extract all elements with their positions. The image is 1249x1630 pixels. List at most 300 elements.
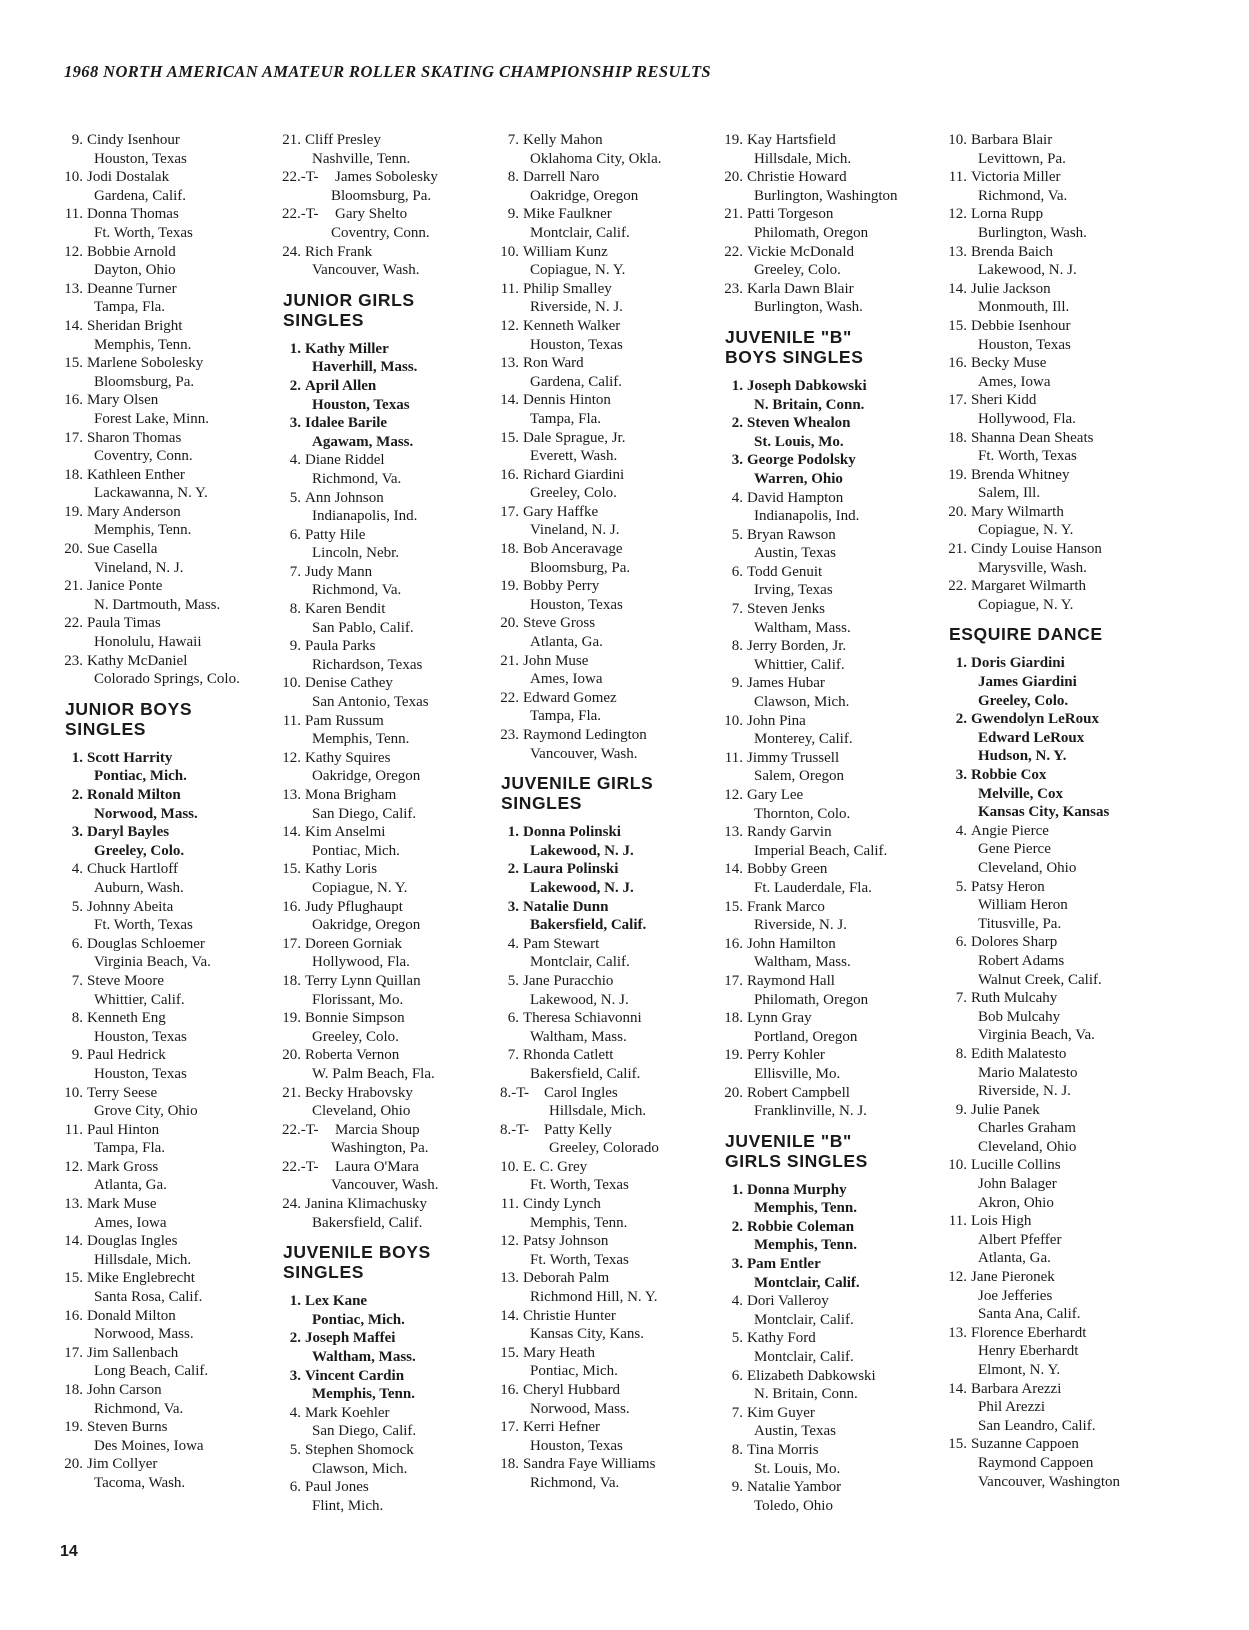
placement-number: 22. xyxy=(724,243,743,260)
skater-hometown: Bakersfield, Calif. xyxy=(530,917,647,934)
skater-name: Barbara Blair xyxy=(971,132,1053,148)
skater-hometown: Tampa, Fla. xyxy=(530,410,602,427)
skater-hometown: Indianapolis, Ind. xyxy=(754,508,860,525)
skater-hometown: Montclair, Calif. xyxy=(754,1274,860,1291)
result-entry xyxy=(948,1101,1176,1157)
result-entry xyxy=(500,168,728,205)
skater-name: Philip Smalley xyxy=(523,280,612,297)
placement-number: 3. xyxy=(955,767,967,783)
skater-hometown: Houston, Texas xyxy=(312,396,410,413)
skater-hometown: Greeley, Colo. xyxy=(312,1028,399,1045)
result-entry xyxy=(64,1381,292,1418)
result-entry xyxy=(948,205,1176,242)
result-entry xyxy=(948,243,1176,280)
skater-hometown: San Antonio, Texas xyxy=(312,694,429,711)
result-entry xyxy=(64,168,292,205)
skater-name: Steven Burns xyxy=(87,1419,168,1436)
result-entry xyxy=(64,1418,292,1455)
skater-hometown: Kansas City, Kans. xyxy=(530,1326,645,1343)
skater-hometown: Imperial Beach, Calif. xyxy=(754,842,888,859)
skater-hometown: Hillsdale, Mich. xyxy=(754,150,852,167)
section-heading: JUVENILE BOYS SINGLES xyxy=(283,1242,431,1283)
placement-number: 22. xyxy=(64,615,83,632)
skater-name: Mike Englebrecht xyxy=(87,1270,195,1287)
placement-number: 20. xyxy=(724,1084,743,1101)
skater-hometown: Vancouver, Washington xyxy=(978,1473,1121,1490)
partner-name: William Heron xyxy=(978,897,1068,914)
skater-name: John Hamilton xyxy=(747,935,836,952)
skater-name: Kim Guyer xyxy=(747,1404,815,1421)
skater-name: John Muse xyxy=(523,652,589,669)
partner-name: Phil Arezzi xyxy=(978,1399,1046,1416)
result-entry xyxy=(500,1269,728,1306)
placement-number: 7. xyxy=(731,601,743,618)
skater-name: Jane Puracchio xyxy=(523,972,614,989)
result-entry xyxy=(724,935,952,972)
result-entry xyxy=(64,614,292,651)
placement-number: 9. xyxy=(71,1047,83,1064)
skater-hometown: Thornton, Colo. xyxy=(754,805,851,822)
partner-name: John Balager xyxy=(978,1176,1057,1193)
placement-number: 16. xyxy=(64,1307,83,1324)
skater-name: Steven Jenks xyxy=(747,601,825,618)
skater-name: Mary Anderson xyxy=(87,503,181,520)
placement-number: 7. xyxy=(289,563,301,580)
skater-hometown: Whittier, Calif. xyxy=(94,991,185,1008)
placement-number: 6. xyxy=(71,935,83,952)
skater-name: Barbara Arezzi xyxy=(971,1380,1062,1397)
skater-name: Dolores Sharp xyxy=(971,934,1058,951)
placement-number: 19. xyxy=(282,1010,301,1027)
skater-name: Julie Jackson xyxy=(971,280,1051,297)
result-entry xyxy=(948,1045,1176,1101)
skater-name: Paul Jones xyxy=(305,1479,369,1496)
partner-name: Robert Adams xyxy=(978,952,1065,969)
placement-number: 18. xyxy=(64,1382,83,1398)
result-entry xyxy=(500,1195,728,1232)
placement-number: 17. xyxy=(500,1419,519,1436)
skater-name: Todd Genuit xyxy=(747,563,823,580)
result-entry xyxy=(282,600,510,637)
skater-hometown: Lakewood, N. J. xyxy=(530,879,634,896)
placement-number: 6. xyxy=(731,1367,743,1384)
skater-hometown: Santa Ana, Calif. xyxy=(978,1306,1081,1323)
result-entry xyxy=(948,710,1176,766)
skater-name: Laura O'Mara xyxy=(335,1158,419,1175)
skater-hometown: Vancouver, Wash. xyxy=(312,262,420,279)
skater-hometown: Memphis, Tenn. xyxy=(530,1214,628,1231)
result-entry xyxy=(282,1292,510,1329)
skater-name: Paula Timas xyxy=(87,615,161,632)
skater-hometown: Long Beach, Calif. xyxy=(94,1363,209,1380)
skater-name: Daryl Bayles xyxy=(87,824,170,841)
skater-hometown: Bloomsburg, Pa. xyxy=(331,187,432,204)
placement-number: 8. xyxy=(507,169,519,186)
placement-number: 24. xyxy=(282,1196,301,1213)
result-entry xyxy=(724,1478,952,1515)
skater-hometown: Forest Lake, Minn. xyxy=(94,410,209,427)
skater-name: Kathy Squires xyxy=(305,749,391,766)
skater-hometown: Everett, Wash. xyxy=(530,448,618,465)
skater-hometown: Memphis, Tenn. xyxy=(754,1200,857,1217)
skater-hometown: Ft. Worth, Texas xyxy=(94,917,193,934)
skater-name: Kim Anselmi xyxy=(305,824,386,841)
skater-name: Cindy Lynch xyxy=(523,1196,601,1213)
placement-number: 2. xyxy=(507,861,519,878)
result-entry xyxy=(948,503,1176,540)
result-entry xyxy=(500,429,728,466)
skater-name: Stephen Shomock xyxy=(305,1442,414,1458)
skater-name: Suzanne Cappoen xyxy=(971,1436,1079,1453)
result-entry xyxy=(64,205,292,242)
section-heading: ESQUIRE DANCE xyxy=(949,624,1103,645)
placement-number: 6. xyxy=(289,526,301,543)
result-entry xyxy=(724,489,952,526)
placement-number: 21. xyxy=(500,652,519,669)
result-entry xyxy=(64,1307,292,1344)
skater-name: Donna Polinski xyxy=(523,824,621,841)
skater-hometown: Copiague, N. Y. xyxy=(312,879,408,896)
partner-name: Melville, Cox xyxy=(978,785,1063,802)
section-heading: JUNIOR GIRLS SINGLES xyxy=(283,289,415,330)
result-entry xyxy=(724,1292,952,1329)
skater-hometown: Waltham, Mass. xyxy=(530,1028,627,1045)
skater-name: Sheri Kidd xyxy=(971,392,1037,409)
placement-number: 2. xyxy=(731,1218,743,1235)
result-entry xyxy=(282,563,510,600)
skater-hometown: Montclair, Calif. xyxy=(754,1311,854,1328)
skater-hometown: Richmond, Va. xyxy=(530,1474,620,1491)
partner-name: Edward LeRoux xyxy=(978,729,1085,746)
skater-name: Kathy Ford xyxy=(747,1330,816,1347)
skater-name: Florence Eberhardt xyxy=(971,1324,1087,1341)
skater-name: John Carson xyxy=(87,1382,162,1398)
skater-name: Jane Pieronek xyxy=(971,1269,1055,1286)
skater-hometown: Atlanta, Ga. xyxy=(978,1250,1051,1267)
result-entry xyxy=(282,489,510,526)
placement-number: 1. xyxy=(289,1293,301,1310)
skater-name: Douglas Schloemer xyxy=(87,935,205,952)
result-entry xyxy=(64,243,292,280)
result-entry xyxy=(282,340,510,377)
skater-name: Bob Anceravage xyxy=(523,541,623,558)
placement-number: 5. xyxy=(955,878,967,895)
placement-number: 14. xyxy=(500,1307,519,1324)
skater-name: Victoria Miller xyxy=(971,169,1061,186)
skater-hometown: Richmond, Va. xyxy=(978,187,1068,204)
result-entry xyxy=(500,540,728,577)
result-entry xyxy=(282,1121,510,1158)
placement-number: 5. xyxy=(731,1330,743,1347)
placement-number: 16. xyxy=(500,1382,519,1398)
skater-name: Scott Harrity xyxy=(87,749,173,766)
skater-hometown: Ft. Worth, Texas xyxy=(94,224,193,241)
result-entry xyxy=(64,786,292,823)
skater-hometown: Montclair, Calif. xyxy=(530,224,630,241)
result-entry xyxy=(500,935,728,972)
skater-name: Brenda Baich xyxy=(971,243,1054,260)
placement-number: 18. xyxy=(948,429,967,446)
skater-hometown: Philomath, Oregon xyxy=(754,224,869,241)
result-entry xyxy=(282,168,510,205)
skater-name: Steve Moore xyxy=(87,972,165,989)
skater-name: Mark Muse xyxy=(87,1196,157,1213)
placement-number: 14. xyxy=(500,392,519,409)
skater-name: Shanna Dean Sheats xyxy=(971,429,1094,446)
skater-name: Lex Kane xyxy=(305,1293,368,1310)
placement-number: 14. xyxy=(948,280,967,297)
result-entry xyxy=(724,860,952,897)
skater-hometown: Bakersfield, Calif. xyxy=(312,1214,423,1231)
skater-hometown: Hudson, N. Y. xyxy=(978,748,1067,765)
result-entry xyxy=(282,712,510,749)
skater-hometown: San Diego, Calif. xyxy=(312,805,417,822)
result-entry xyxy=(500,280,728,317)
skater-hometown: Greeley, Colorado xyxy=(549,1140,659,1157)
skater-name: Richard Giardini xyxy=(523,466,625,483)
skater-name: Patty Hile xyxy=(305,526,366,543)
skater-hometown: Oakridge, Oregon xyxy=(530,187,639,204)
placement-number: 8. xyxy=(71,1010,83,1027)
skater-hometown: Tampa, Fla. xyxy=(94,1140,166,1157)
skater-hometown: Agawam, Mass. xyxy=(312,433,414,450)
partner-name: James Giardini xyxy=(978,674,1077,691)
skater-name: E. C. Grey xyxy=(523,1158,588,1175)
skater-name: Deanne Turner xyxy=(87,280,177,297)
skater-name: Debbie Isenhour xyxy=(971,317,1071,334)
skater-hometown: Philomath, Oregon xyxy=(754,991,869,1008)
skater-name: Brenda Whitney xyxy=(971,466,1070,483)
result-entry xyxy=(500,1046,728,1083)
skater-name: Vickie McDonald xyxy=(747,243,854,260)
skater-name: Sue Casella xyxy=(87,541,158,558)
skater-name: Mary Wilmarth xyxy=(971,503,1064,520)
skater-hometown: Tampa, Fla. xyxy=(530,708,602,725)
placement-number: 3. xyxy=(289,415,301,432)
result-entry xyxy=(282,1404,510,1441)
placement-number: 9. xyxy=(731,675,743,692)
placement-number: 8. xyxy=(955,1045,967,1062)
skater-name: Mike Faulkner xyxy=(523,206,612,223)
placement-number: 12. xyxy=(282,749,301,766)
placement-number: 10. xyxy=(64,169,83,186)
skater-name: Cindy Isenhour xyxy=(87,132,180,148)
placement-number: 12. xyxy=(948,206,967,223)
skater-name: Patsy Johnson xyxy=(523,1233,609,1250)
skater-hometown: St. Louis, Mo. xyxy=(754,433,844,450)
placement-number: 7. xyxy=(71,972,83,989)
result-entry xyxy=(500,1381,728,1418)
skater-name: Theresa Schiavonni xyxy=(523,1010,642,1027)
placement-number: 17. xyxy=(500,503,519,520)
results-column-1 xyxy=(64,131,292,1493)
skater-name: Steve Gross xyxy=(523,615,596,632)
placement-number: 13. xyxy=(500,355,519,372)
placement-number: 13. xyxy=(948,1324,967,1341)
placement-number: 11. xyxy=(948,169,967,186)
placement-number: 8.-T- xyxy=(500,1084,530,1101)
result-entry xyxy=(282,674,510,711)
placement-number: 20. xyxy=(64,1456,83,1473)
partner-name: Mario Malatesto xyxy=(978,1064,1078,1081)
placement-number: 4. xyxy=(289,1404,301,1421)
skater-name: Raymond Ledington xyxy=(523,727,647,743)
partner-name: Albert Pfeffer xyxy=(978,1231,1062,1248)
result-entry xyxy=(282,414,510,451)
result-entry xyxy=(500,243,728,280)
skater-name: Paul Hedrick xyxy=(87,1047,166,1064)
result-entry xyxy=(948,429,1176,466)
skater-hometown: Lakewood, N. J. xyxy=(978,262,1077,279)
placement-number: 15. xyxy=(500,429,519,446)
skater-hometown: San Pablo, Calif. xyxy=(312,619,414,636)
result-entry xyxy=(500,1418,728,1455)
partner-name: Bob Mulcahy xyxy=(978,1008,1061,1025)
skater-name: Joseph Dabkowski xyxy=(747,377,867,394)
result-entry xyxy=(948,933,1176,989)
placement-number: 6. xyxy=(731,563,743,580)
skater-name: Paul Hinton xyxy=(87,1121,160,1138)
skater-hometown: Waltham, Mass. xyxy=(754,954,851,971)
result-entry xyxy=(724,674,952,711)
skater-hometown: Norwood, Mass. xyxy=(94,805,198,822)
skater-name: Robbie Cox xyxy=(971,767,1047,783)
placement-number: 18. xyxy=(64,466,83,483)
result-entry xyxy=(64,860,292,897)
placement-number: 18. xyxy=(500,1456,519,1473)
placement-number: 11. xyxy=(948,1213,967,1230)
result-entry xyxy=(724,712,952,749)
result-entry xyxy=(948,168,1176,205)
skater-hometown: Vineland, N. J. xyxy=(530,522,620,539)
page-number: 14 xyxy=(60,1543,78,1560)
skater-name: Paula Parks xyxy=(305,638,376,655)
skater-name: Rich Frank xyxy=(305,243,373,260)
placement-number: 4. xyxy=(289,452,301,469)
skater-name: Natalie Dunn xyxy=(523,898,609,915)
result-entry xyxy=(948,822,1176,878)
result-entry xyxy=(500,860,728,897)
skater-name: Donna Murphy xyxy=(747,1181,847,1198)
skater-name: Diane Riddel xyxy=(305,452,385,469)
placement-number: 1. xyxy=(289,340,301,357)
skater-hometown: Bloomsburg, Pa. xyxy=(94,373,195,390)
result-entry xyxy=(282,749,510,786)
result-entry xyxy=(724,972,952,1009)
skater-hometown: Memphis, Tenn. xyxy=(94,522,192,539)
skater-name: Edward Gomez xyxy=(523,689,617,706)
placement-number: 10. xyxy=(500,243,519,260)
skater-name: Johnny Abeita xyxy=(87,898,174,915)
placement-number: 4. xyxy=(71,861,83,878)
skater-hometown: Houston, Texas xyxy=(530,336,623,353)
skater-hometown: Riverside, N. J. xyxy=(754,917,847,934)
result-entry xyxy=(724,243,952,280)
skater-name: Bobby Perry xyxy=(523,578,600,595)
result-entry xyxy=(724,1046,952,1083)
placement-number: 23. xyxy=(724,280,743,297)
skater-name: Vincent Cardin xyxy=(305,1367,405,1384)
skater-name: Gwendolyn LeRoux xyxy=(971,711,1099,728)
result-entry xyxy=(282,1195,510,1232)
placement-number: 12. xyxy=(948,1269,967,1286)
skater-hometown: Bakersfield, Calif. xyxy=(530,1065,641,1082)
skater-hometown: Whittier, Calif. xyxy=(754,656,845,673)
result-entry xyxy=(282,1329,510,1366)
skater-hometown: Norwood, Mass. xyxy=(530,1400,630,1417)
result-entry xyxy=(282,205,510,242)
placement-number: 19. xyxy=(948,466,967,483)
skater-name: Terry Lynn Quillan xyxy=(305,972,421,989)
skater-name: Kenneth Walker xyxy=(523,317,621,334)
skater-hometown: Riverside, N. J. xyxy=(978,1083,1071,1100)
placement-number: 11. xyxy=(500,1196,519,1213)
result-entry xyxy=(724,1009,952,1046)
result-entry xyxy=(64,652,292,689)
skater-hometown: Ft. Worth, Texas xyxy=(530,1251,629,1268)
skater-hometown: Lackawanna, N. Y. xyxy=(94,485,208,502)
skater-hometown: Gardena, Calif. xyxy=(94,187,187,204)
placement-number: 16. xyxy=(724,935,743,952)
skater-hometown: Greeley, Colo. xyxy=(754,262,841,279)
skater-name: Kenneth Eng xyxy=(87,1010,166,1027)
placement-number: 11. xyxy=(500,280,519,297)
skater-name: Laura Polinski xyxy=(523,861,619,878)
placement-number: 24. xyxy=(282,243,301,260)
result-entry xyxy=(282,898,510,935)
result-entry xyxy=(948,1212,1176,1268)
skater-hometown: Warren, Ohio xyxy=(754,470,843,487)
placement-number: 19. xyxy=(64,503,83,520)
skater-name: Bobby Green xyxy=(747,861,828,878)
placement-number: 2. xyxy=(289,377,301,394)
skater-name: Deborah Palm xyxy=(523,1270,610,1287)
skater-hometown: Walnut Creek, Calif. xyxy=(978,971,1102,988)
result-entry xyxy=(724,1367,952,1404)
placement-number: 20. xyxy=(282,1047,301,1064)
result-entry xyxy=(948,766,1176,822)
placement-number: 7. xyxy=(507,1047,519,1064)
skater-name: Douglas Ingles xyxy=(87,1233,178,1250)
placement-number: 12. xyxy=(724,787,743,803)
skater-hometown: Hollywood, Fla. xyxy=(312,954,410,971)
skater-hometown: Atlanta, Ga. xyxy=(94,1177,167,1194)
placement-number: 14. xyxy=(724,861,743,878)
skater-name: Gary Shelto xyxy=(335,206,408,223)
skater-name: Cheryl Hubbard xyxy=(523,1382,621,1398)
result-entry xyxy=(64,1158,292,1195)
placement-number: 14. xyxy=(948,1380,967,1397)
skater-name: Bryan Rawson xyxy=(747,526,836,543)
skater-hometown: Tacoma, Wash. xyxy=(94,1474,186,1491)
result-entry xyxy=(724,280,952,317)
skater-hometown: Ft. Lauderdale, Fla. xyxy=(754,879,872,896)
skater-name: Randy Garvin xyxy=(747,824,832,841)
skater-hometown: Lakewood, N. J. xyxy=(530,991,629,1008)
placement-number: 3. xyxy=(289,1367,301,1384)
skater-hometown: Marysville, Wash. xyxy=(978,559,1087,576)
skater-hometown: Oklahoma City, Okla. xyxy=(530,150,662,167)
skater-hometown: San Diego, Calif. xyxy=(312,1423,417,1440)
skater-name: Doris Giardini xyxy=(971,655,1065,672)
skater-name: Judy Pflughaupt xyxy=(305,898,403,915)
result-entry xyxy=(64,972,292,1009)
skater-hometown: Virginia Beach, Va. xyxy=(978,1027,1095,1044)
skater-name: Janice Ponte xyxy=(87,578,163,595)
skater-name: Bobbie Arnold xyxy=(87,243,176,260)
skater-name: Edith Malatesto xyxy=(971,1045,1067,1062)
result-entry xyxy=(64,1084,292,1121)
